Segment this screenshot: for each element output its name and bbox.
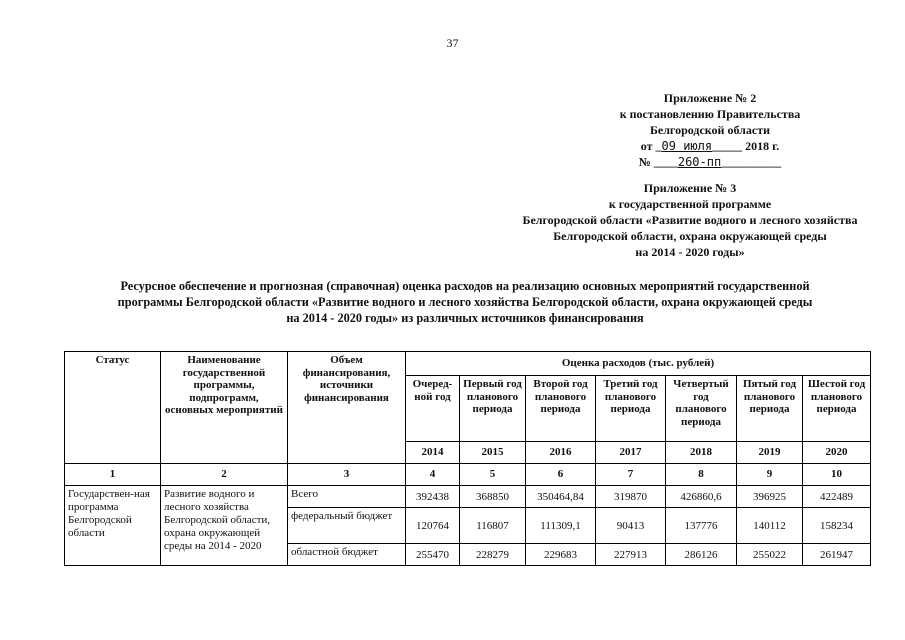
column-number: 9 — [737, 464, 803, 486]
header-period: Очеред-ной год — [406, 376, 460, 442]
value-cell: 286126 — [666, 544, 737, 566]
header-year: 2017 — [596, 442, 666, 464]
column-number: 10 — [803, 464, 871, 486]
appendix-3-block — [470, 180, 905, 260]
document-title — [70, 278, 860, 326]
source-cell: областной бюджет — [288, 544, 406, 566]
column-number: 8 — [666, 464, 737, 486]
value-cell: 120764 — [406, 508, 460, 544]
column-number: 5 — [460, 464, 526, 486]
value-cell: 368850 — [460, 486, 526, 508]
program-name: Развитие водного и лесного хозяйства Белгородской области, охрана окружающей среды на 2014 - 2020 — [161, 486, 288, 566]
value-cell: 227913 — [596, 544, 666, 566]
value-cell: 228279 — [460, 544, 526, 566]
date-year: 2018 г. — [745, 139, 780, 153]
value-cell: 158234 — [803, 508, 871, 544]
header-year: 2019 — [737, 442, 803, 464]
value-cell: 426860,6 — [666, 486, 737, 508]
column-number: 6 — [526, 464, 596, 486]
table-row — [65, 486, 871, 508]
value-cell: 396925 — [737, 486, 803, 508]
appendix-3-title: Приложение № 3 — [643, 181, 737, 195]
source-cell: Всего — [288, 486, 406, 508]
column-number: 3 — [288, 464, 406, 486]
value-cell: 116807 — [460, 508, 526, 544]
header-year: 2018 — [666, 442, 737, 464]
value-cell: 350464,84 — [526, 486, 596, 508]
appendix-3-line-2: Белгородской области «Развитие водного и лесного хозяйства — [522, 213, 858, 227]
source-cell: федеральный бюджет — [288, 508, 406, 544]
header-period: Второй год планового периода — [526, 376, 596, 442]
appendix-3-line-1: к государственной программе — [608, 197, 772, 211]
value-cell: 261947 — [803, 544, 871, 566]
column-number: 2 — [161, 464, 288, 486]
value-cell: 90413 — [596, 508, 666, 544]
header-period: Четвертый год планового периода — [666, 376, 737, 442]
number-prefix: № — [638, 155, 651, 169]
header-period: Шестой год планового периода — [803, 376, 871, 442]
value-cell: 111309,1 — [526, 508, 596, 544]
number-handwritten: 260-пп — [677, 155, 722, 169]
header-estimate: Оценка расходов (тыс. рублей) — [406, 352, 871, 376]
document-title-line-3: на 2014 - 2020 годы» из различных источников финансирования — [286, 311, 644, 325]
value-cell: 255022 — [737, 544, 803, 566]
page-number: 37 — [446, 36, 459, 50]
header-period: Пятый год планового периода — [737, 376, 803, 442]
appendix-2-number-row: № ____260-пп__________ — [638, 155, 782, 169]
appendix-3-line-3: Белгородской области, охрана окружающей среды — [553, 229, 827, 243]
column-number: 7 — [596, 464, 666, 486]
header-year: 2015 — [460, 442, 526, 464]
header-volume: Объем финансирования, источники финансирования — [288, 352, 406, 464]
value-cell: 140112 — [737, 508, 803, 544]
program-status: Государствен-ная программа Белгородской области — [65, 486, 161, 566]
value-cell: 137776 — [666, 508, 737, 544]
document-title-line-2: программы Белгородской области «Развитие водного и лесного хозяйства Белгородской области, охрана окружающей среды — [117, 295, 813, 309]
header-name: Наименование государственной программы, подпрограмм, основных мероприятий — [161, 352, 288, 464]
column-number: 4 — [406, 464, 460, 486]
value-cell: 255470 — [406, 544, 460, 566]
value-cell: 319870 — [596, 486, 666, 508]
appendix-2-date-row: от _09 июля_____ 2018 г. — [640, 139, 780, 153]
document-title-line-1: Ресурсное обеспечение и прогнозная (справочная) оценка расходов на реализацию основных мероприятий государственной — [120, 279, 810, 293]
resource-table — [64, 351, 871, 566]
appendix-2-block — [560, 90, 860, 170]
appendix-3-line-4: на 2014 - 2020 годы» — [635, 245, 745, 259]
header-year: 2014 — [406, 442, 460, 464]
appendix-2-line-1: к постановлению Правительства — [619, 107, 801, 121]
value-cell: 229683 — [526, 544, 596, 566]
header-status: Статус — [65, 352, 161, 464]
header-period: Первый год планового периода — [460, 376, 526, 442]
value-cell: 422489 — [803, 486, 871, 508]
header-year: 2016 — [526, 442, 596, 464]
column-number: 1 — [65, 464, 161, 486]
appendix-2-line-2: Белгородской области — [649, 123, 771, 137]
date-handwritten: 09 июля — [661, 139, 713, 153]
appendix-2-title: Приложение № 2 — [663, 91, 757, 105]
date-prefix: от — [640, 139, 653, 153]
header-period: Третий год планового периода — [596, 376, 666, 442]
value-cell: 392438 — [406, 486, 460, 508]
header-year: 2020 — [803, 442, 871, 464]
